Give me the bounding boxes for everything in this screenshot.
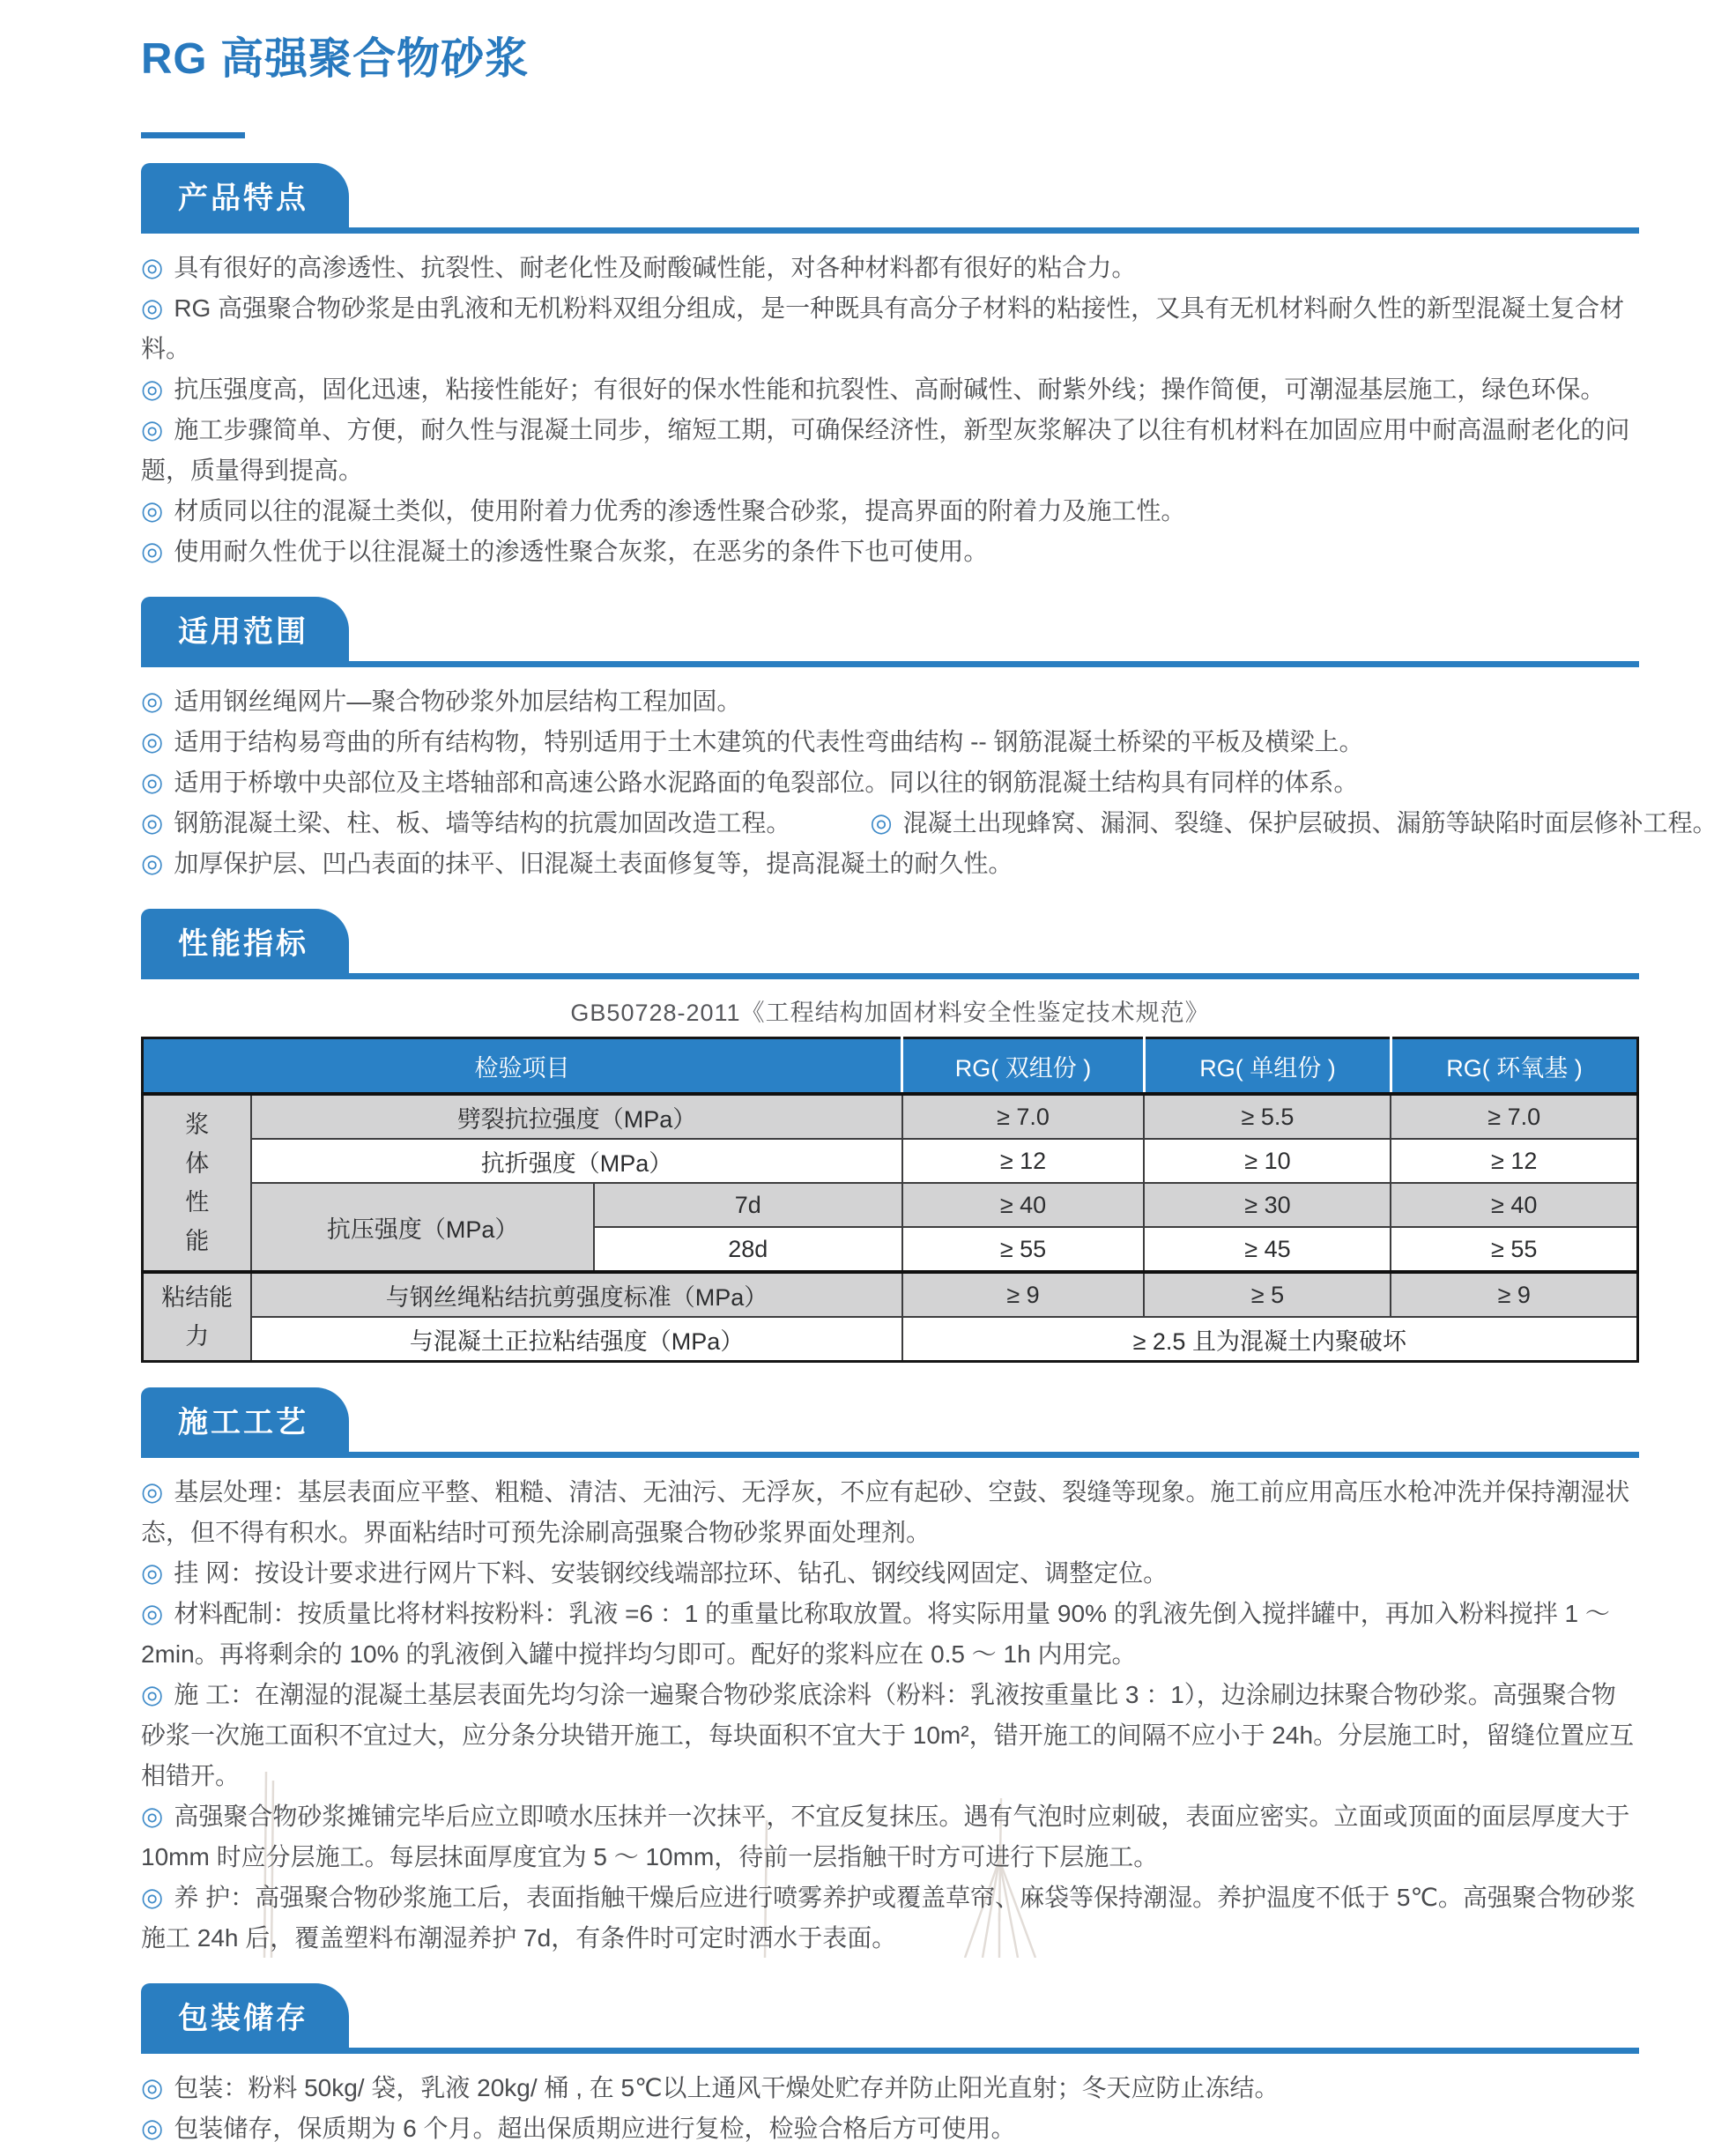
value-cell: ≥ 10 bbox=[1144, 1139, 1391, 1183]
table-row bbox=[143, 1139, 1638, 1183]
list-item bbox=[141, 248, 1639, 288]
table-header-row bbox=[143, 1038, 1638, 1095]
section-performance-tab: 性能指标 bbox=[141, 909, 349, 973]
list-item bbox=[141, 410, 1639, 491]
title-underline bbox=[141, 132, 245, 138]
bullet-icon: ◎ bbox=[141, 769, 164, 797]
value-cell: ≥ 5 bbox=[1144, 1272, 1391, 1317]
bullet-icon: ◎ bbox=[141, 1600, 164, 1628]
list-item bbox=[141, 1878, 1639, 1959]
table-row bbox=[143, 1094, 1638, 1139]
process-text: 养 护：高强聚合物砂浆施工后，表面指触干燥后应进行喷雾养护或覆盖草帘、麻袋等保持潮湿。养护温度不低于 5℃。高强聚合物砂浆施工 24h 后，覆盖塑料布潮湿养护 7d，有条件时可定时洒水于表面。 bbox=[141, 1884, 1636, 1952]
value-cell: ≥ 45 bbox=[1144, 1227, 1391, 1272]
list-item bbox=[141, 722, 1639, 762]
item-cell: 抗压强度（MPa） bbox=[251, 1183, 594, 1272]
scope-text: 钢筋混凝土梁、柱、板、墙等结构的抗震加固改造工程。 bbox=[174, 809, 791, 837]
value-cell: ≥ 40 bbox=[1391, 1183, 1637, 1227]
section-scope-tab: 适用范围 bbox=[141, 597, 349, 661]
bullet-icon: ◎ bbox=[141, 294, 164, 323]
list-item bbox=[141, 1796, 1639, 1878]
bullet-icon: ◎ bbox=[141, 688, 164, 716]
table-row bbox=[143, 1272, 1638, 1317]
performance-table bbox=[141, 1037, 1639, 1363]
page-title: RG 高强聚合物砂浆 bbox=[141, 35, 530, 83]
bullet-icon: ◎ bbox=[141, 2115, 164, 2143]
bullet-icon: ◎ bbox=[141, 497, 164, 525]
bullet-icon: ◎ bbox=[141, 538, 164, 566]
list-item bbox=[870, 803, 1717, 844]
bullet-icon: ◎ bbox=[870, 809, 893, 837]
value-cell: ≥ 5.5 bbox=[1144, 1094, 1391, 1139]
value-cell: ≥ 7.0 bbox=[902, 1094, 1145, 1139]
table-row bbox=[143, 1317, 1638, 1362]
scope-list bbox=[141, 681, 1717, 884]
list-item bbox=[141, 681, 1639, 722]
scope-text: 适用于桥墩中央部位及主塔轴部和高速公路水泥路面的龟裂部位。同以往的钢筋混凝土结构具有同样的体系。 bbox=[174, 769, 1359, 796]
list-item bbox=[141, 1553, 1639, 1594]
scope-text: 混凝土出现蜂窝、漏洞、裂缝、保护层破损、漏筋等缺陷时面层修补工程。 bbox=[902, 809, 1717, 837]
process-text: 挂 网：按设计要求进行网片下料、安装钢绞线端部拉环、钻孔、钢绞线网固定、调整定位。 bbox=[174, 1559, 1168, 1587]
list-item bbox=[141, 803, 790, 844]
value-cell-wide: ≥ 2.5 且为混凝土内聚破坏 bbox=[902, 1317, 1638, 1362]
subitem-cell: 28d bbox=[594, 1227, 902, 1272]
list-item bbox=[141, 1675, 1639, 1796]
subitem-cell: 7d bbox=[594, 1183, 902, 1227]
bullet-icon: ◎ bbox=[141, 1559, 164, 1588]
list-item bbox=[141, 1594, 1639, 1675]
list-item-dual bbox=[141, 803, 1717, 844]
list-item bbox=[141, 1472, 1639, 1553]
feature-text: 具有很好的高渗透性、抗裂性、耐老化性及耐酸碱性能，对各种材料都有很好的粘合力。 bbox=[174, 254, 1137, 281]
list-item bbox=[141, 844, 1639, 884]
list-item bbox=[141, 2068, 1639, 2108]
bullet-icon: ◎ bbox=[141, 728, 164, 756]
list-item bbox=[141, 369, 1639, 410]
table-header-item: 检验项目 bbox=[143, 1038, 902, 1095]
section-process-tab: 施工工艺 bbox=[141, 1387, 349, 1452]
scope-text: 适用钢丝绳网片—聚合物砂浆外加层结构工程加固。 bbox=[174, 688, 742, 715]
feature-text: 抗压强度高，固化迅速，粘接性能好；有很好的保水性能和抗裂性、高耐碱性、耐紫外线；操作简便，可潮湿基层施工，绿色环保。 bbox=[174, 376, 1606, 403]
list-item bbox=[141, 491, 1639, 532]
value-cell: ≥ 7.0 bbox=[1391, 1094, 1637, 1139]
table-header-rge: RG( 环氧基 ) bbox=[1391, 1038, 1637, 1095]
section-process-header bbox=[141, 1387, 1639, 1458]
bullet-icon: ◎ bbox=[141, 850, 164, 878]
process-list bbox=[141, 1472, 1639, 1959]
item-cell: 与钢丝绳粘结抗剪强度标准（MPa） bbox=[251, 1272, 901, 1317]
feature-text: RG 高强聚合物砂浆是由乳液和无机粉料双组分组成，是一种既具有高分子材料的粘接性，又具有无机材料耐久性的新型混凝土复合材料。 bbox=[141, 294, 1625, 362]
features-list bbox=[141, 248, 1639, 572]
list-item bbox=[141, 288, 1639, 369]
feature-text: 材质同以往的混凝土类似，使用附着力优秀的渗透性聚合砂浆，提高界面的附着力及施工性。 bbox=[174, 497, 1186, 524]
table-header-rg1: RG( 单组份 ) bbox=[1144, 1038, 1391, 1095]
value-cell: ≥ 40 bbox=[902, 1183, 1145, 1227]
section-features-header bbox=[141, 163, 1639, 234]
bullet-icon: ◎ bbox=[141, 2074, 164, 2102]
value-cell: ≥ 12 bbox=[1391, 1139, 1637, 1183]
value-cell: ≥ 55 bbox=[1391, 1227, 1637, 1272]
value-cell: ≥ 9 bbox=[1391, 1272, 1637, 1317]
bullet-icon: ◎ bbox=[141, 416, 164, 444]
bullet-icon: ◎ bbox=[141, 1803, 164, 1831]
value-cell: ≥ 30 bbox=[1144, 1183, 1391, 1227]
packaging-text: 包装：粉料 50kg/ 袋，乳液 20kg/ 桶 , 在 5℃以上通风干燥处贮存并防止阳光直射；冬天应防止冻结。 bbox=[174, 2074, 1280, 2101]
process-text: 施 工：在潮湿的混凝土基层表面先均匀涂一遍聚合物砂浆底涂料（粉料：乳液按重量比 3 ：1），边涂刷边抹聚合物砂浆。高强聚合物砂浆一次施工面积不宜过大，应分条分块错开施工，每块面积不宜大于 10m²，错开施工的间隔不应小于 24h。分层施工时，留缝位置应互相错开。 bbox=[141, 1681, 1635, 1789]
process-text: 材料配制：按质量比将材料按粉料：乳液 =6 ：1 的重量比称取放置。将实际用量 90% 的乳液先倒入搅拌罐中，再加入粉料搅拌 1 ～ 2min。再将剩余的 10% 的乳液倒入罐中搅拌均匀即可。配好的浆料应在 0.5 ～ 1h 内用完。 bbox=[141, 1600, 1610, 1668]
item-cell: 劈裂抗拉强度（MPa） bbox=[251, 1094, 901, 1139]
bullet-icon: ◎ bbox=[141, 376, 164, 404]
bullet-icon: ◎ bbox=[141, 809, 164, 837]
list-item bbox=[141, 762, 1639, 803]
value-cell: ≥ 12 bbox=[902, 1139, 1145, 1183]
packaging-list bbox=[141, 2068, 1639, 2149]
list-item bbox=[141, 532, 1639, 572]
section-performance-header bbox=[141, 909, 1639, 979]
item-cell: 抗折强度（MPa） bbox=[251, 1139, 901, 1183]
list-item bbox=[141, 2108, 1639, 2149]
scope-text: 加厚保护层、凹凸表面的抹平、旧混凝土表面修复等，提高混凝土的耐久性。 bbox=[174, 850, 1013, 877]
bullet-icon: ◎ bbox=[141, 254, 164, 282]
bullet-icon: ◎ bbox=[141, 1681, 164, 1709]
section-packaging-tab: 包装储存 bbox=[141, 1983, 349, 2048]
item-cell: 与混凝土正拉粘结强度（MPa） bbox=[251, 1317, 901, 1362]
bullet-icon: ◎ bbox=[141, 1478, 164, 1506]
group-label-cell: 浆体性能 bbox=[143, 1094, 252, 1272]
process-text: 基层处理：基层表面应平整、粗糙、清洁、无油污、无浮灰，不应有起砂、空鼓、裂缝等现象。施工前应用高压水枪冲洗并保持潮湿状态，但不得有积水。界面粘结时可预先涂刷高强聚合物砂浆界面处理剂。 bbox=[141, 1478, 1630, 1546]
bullet-icon: ◎ bbox=[141, 1884, 164, 1912]
value-cell: ≥ 9 bbox=[902, 1272, 1145, 1317]
feature-text: 施工步骤简单、方便，耐久性与混凝土同步，缩短工期，可确保经济性，新型灰浆解决了以往有机材料在加固应用中耐高温耐老化的问题，质量得到提高。 bbox=[141, 416, 1630, 484]
table-header-rg2: RG( 双组份 ) bbox=[902, 1038, 1145, 1095]
process-text: 高强聚合物砂浆摊铺完毕后应立即喷水压抹并一次抹平，不宜反复抹压。遇有气泡时应刺破，表面应密实。立面或顶面的面层厚度大于 10mm 时应分层施工。每层抹面厚度宜为 5 ～ 10mm，待前一层指触干时方可进行下层施工。 bbox=[141, 1803, 1630, 1870]
group-label-cell: 粘结能力 bbox=[143, 1272, 252, 1362]
section-packaging-header bbox=[141, 1983, 1639, 2054]
packaging-text: 包装储存，保质期为 6 个月。超出保质期应进行复检，检验合格后方可使用。 bbox=[174, 2115, 1016, 2142]
section-features-tab: 产品特点 bbox=[141, 163, 349, 227]
scope-text: 适用于结构易弯曲的所有结构物，特别适用于土木建筑的代表性弯曲结构 -- 钢筋混凝土桥梁的平板及横梁上。 bbox=[174, 728, 1364, 755]
feature-text: 使用耐久性优于以往混凝土的渗透性聚合灰浆，在恶劣的条件下也可使用。 bbox=[174, 538, 989, 565]
value-cell: ≥ 55 bbox=[902, 1227, 1145, 1272]
standard-caption: GB50728-2011《工程结构加固材料安全性鉴定技术规范》 bbox=[570, 1000, 1210, 1026]
table-row bbox=[143, 1183, 1638, 1227]
section-scope-header bbox=[141, 597, 1639, 667]
